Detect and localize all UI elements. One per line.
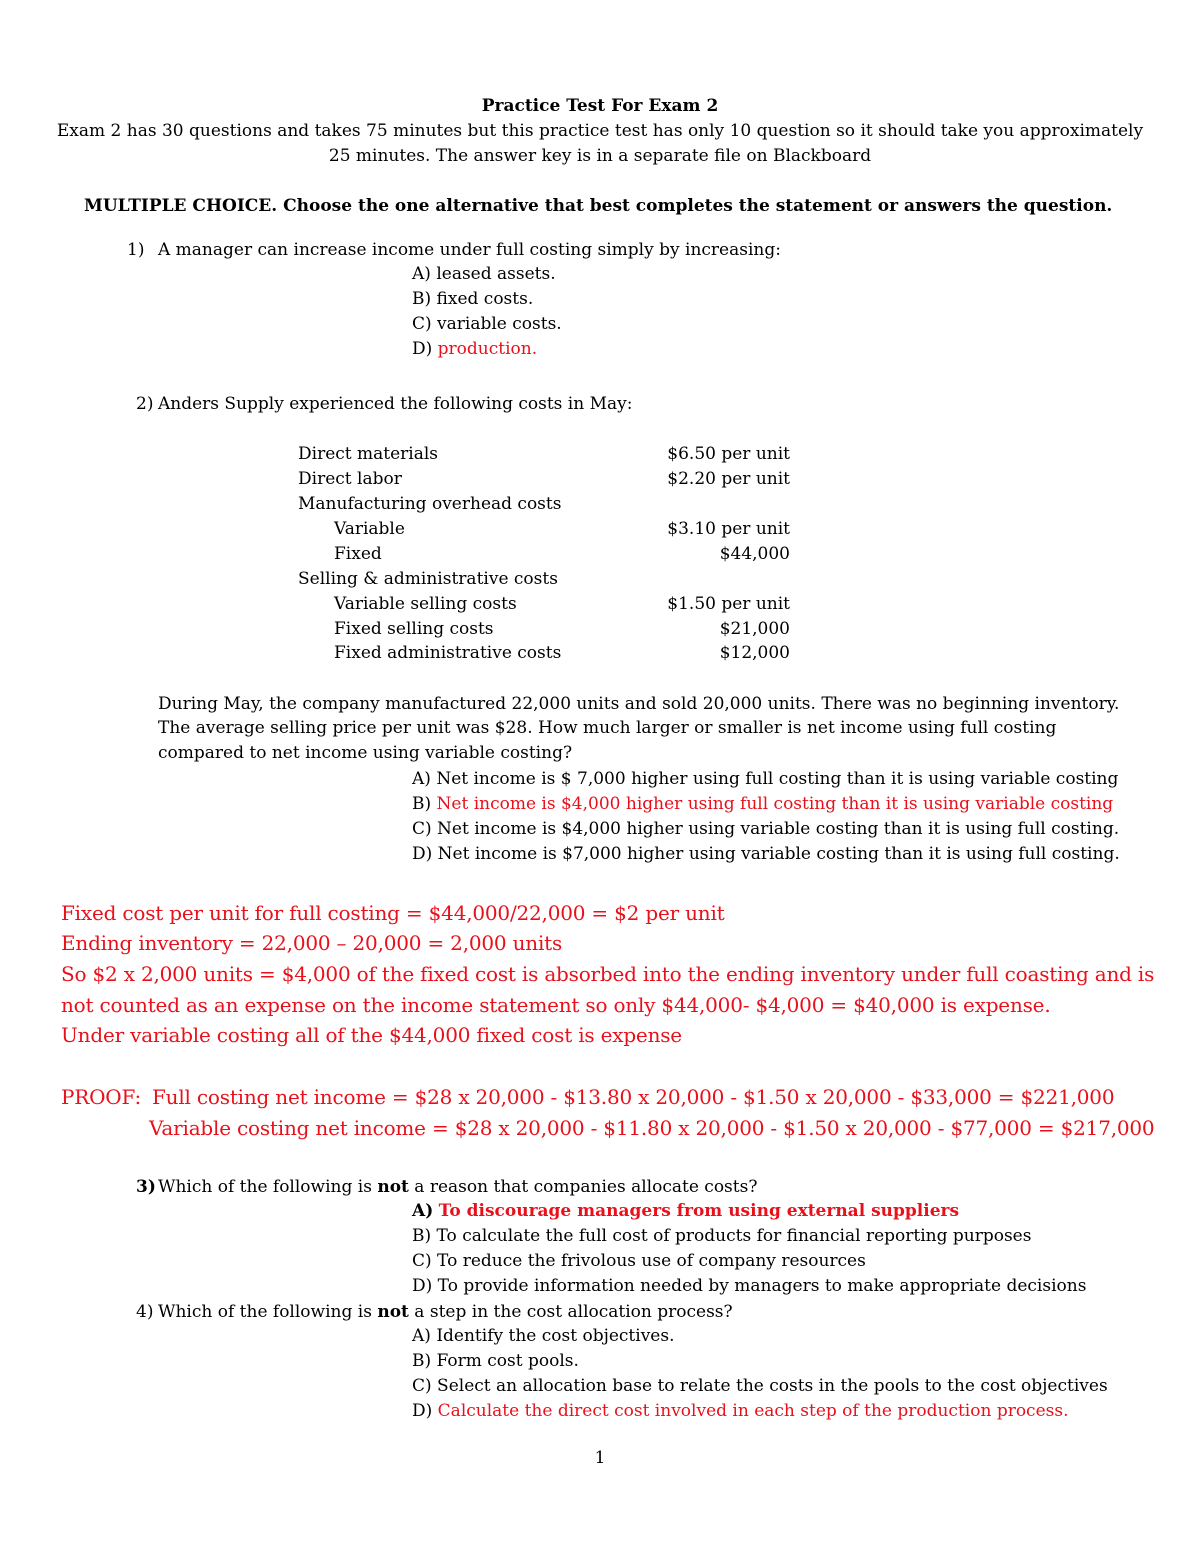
cost-label: Variable selling costs: [334, 594, 517, 614]
q1-option-a: A) leased assets.: [412, 264, 556, 284]
q3-option-b: B) To calculate the full cost of products for financial reporting purposes: [412, 1226, 1032, 1246]
cost-value: $21,000: [719, 619, 790, 639]
q2-option-b: B) Net income is $4,000 higher using full costing than it is using variable costing: [412, 794, 1114, 814]
q2-option-c: C) Net income is $4,000 higher using variable costing than it is using full costing.: [412, 819, 1120, 839]
cost-value: $2.20 per unit: [667, 469, 790, 489]
proof-line-1: Full costing net income = $28 x 20,000 - $13.80 x 20,000 - $1.50 x 20,000 - $33,000 = $221,000: [152, 1085, 1115, 1109]
q1-text: A manager can increase income under full costing simply by increasing:: [158, 240, 781, 260]
cost-value: $6.50 per unit: [667, 444, 790, 464]
cost-label: Manufacturing overhead costs: [298, 494, 562, 514]
q2-number: 2): [136, 394, 154, 414]
cost-label: Variable: [334, 519, 405, 539]
q4-text: Which of the following is not a step in the cost allocation process?: [158, 1302, 733, 1322]
cost-label: Direct materials: [298, 444, 439, 464]
q4-option-b: B) Form cost pools.: [412, 1351, 579, 1371]
q2-text: Anders Supply experienced the following costs in May:: [158, 394, 633, 414]
q3-option-a: A) To discourage managers from using external suppliers: [412, 1201, 960, 1221]
q2-option-a: A) Net income is $ 7,000 higher using full costing than it is using variable costing: [412, 769, 1119, 789]
q2-para-line-3: compared to net income using variable costing?: [158, 743, 573, 763]
page-title: Practice Test For Exam 2: [481, 96, 719, 116]
q1-option-c: C) variable costs.: [412, 314, 562, 334]
explanation-line-2: Ending inventory = 22,000 – 20,000 = 2,000 units: [61, 931, 563, 955]
cost-value: $3.10 per unit: [667, 519, 790, 539]
instructions: MULTIPLE CHOICE. Choose the one alternative that best completes the statement or answers the question.: [84, 196, 1113, 216]
explanation-line-3: So $2 x 2,000 units = $4,000 of the fixed cost is absorbed into the ending inventory under full coasting and is: [61, 962, 1155, 986]
intro-line-2: 25 minutes. The answer key is in a separate file on Blackboard: [328, 146, 872, 166]
explanation-line-4: not counted as an expense on the income statement so only $44,000- $4,000 = $40,000 is expense.: [61, 993, 1051, 1017]
q3-text: Which of the following is not a reason that companies allocate costs?: [158, 1177, 758, 1197]
q4-option-d: D) Calculate the direct cost involved in each step of the production process.: [412, 1401, 1069, 1421]
q3-option-c: C) To reduce the frivolous use of company resources: [412, 1251, 866, 1271]
cost-value: $1.50 per unit: [667, 594, 790, 614]
explanation-line-1: Fixed cost per unit for full costing = $44,000/22,000 = $2 per unit: [61, 901, 725, 925]
cost-label: Selling & administrative costs: [298, 569, 558, 589]
q2-para-line-1: During May, the company manufactured 22,000 units and sold 20,000 units. There was no beginning inventory.: [158, 694, 1120, 714]
q3-number: 3): [136, 1177, 156, 1197]
page-number: 1: [594, 1448, 606, 1468]
q4-number: 4): [136, 1302, 154, 1322]
proof-label: PROOF:: [61, 1085, 142, 1109]
cost-label: Fixed: [334, 544, 382, 564]
q1-option-b: B) fixed costs.: [412, 289, 534, 309]
proof-line-2: Variable costing net income = $28 x 20,000 - $11.80 x 20,000 - $1.50 x 20,000 - $77,000 = $217,000: [149, 1116, 1155, 1140]
q1-option-d: D) production.: [412, 339, 538, 359]
q4-option-c: C) Select an allocation base to relate the costs in the pools to the cost objectives: [412, 1376, 1108, 1396]
cost-label: Fixed administrative costs: [334, 643, 562, 663]
q1-number: 1): [127, 240, 145, 260]
q3-option-d: D) To provide information needed by managers to make appropriate decisions: [412, 1276, 1087, 1296]
q4-option-a: A) Identify the cost objectives.: [412, 1326, 675, 1346]
cost-value: $12,000: [719, 643, 790, 663]
intro-line-1: Exam 2 has 30 questions and takes 75 minutes but this practice test has only 10 question so it should take you approximately: [56, 121, 1144, 141]
cost-label: Fixed selling costs: [334, 619, 494, 639]
cost-label: Direct labor: [298, 469, 402, 489]
cost-value: $44,000: [719, 544, 790, 564]
q2-para-line-2: The average selling price per unit was $28. How much larger or smaller is net income using full costing: [158, 718, 1057, 738]
explanation-line-5: Under variable costing all of the $44,000 fixed cost is expense: [61, 1023, 682, 1047]
q2-option-d: D) Net income is $7,000 higher using variable costing than it is using full costing.: [412, 844, 1120, 864]
